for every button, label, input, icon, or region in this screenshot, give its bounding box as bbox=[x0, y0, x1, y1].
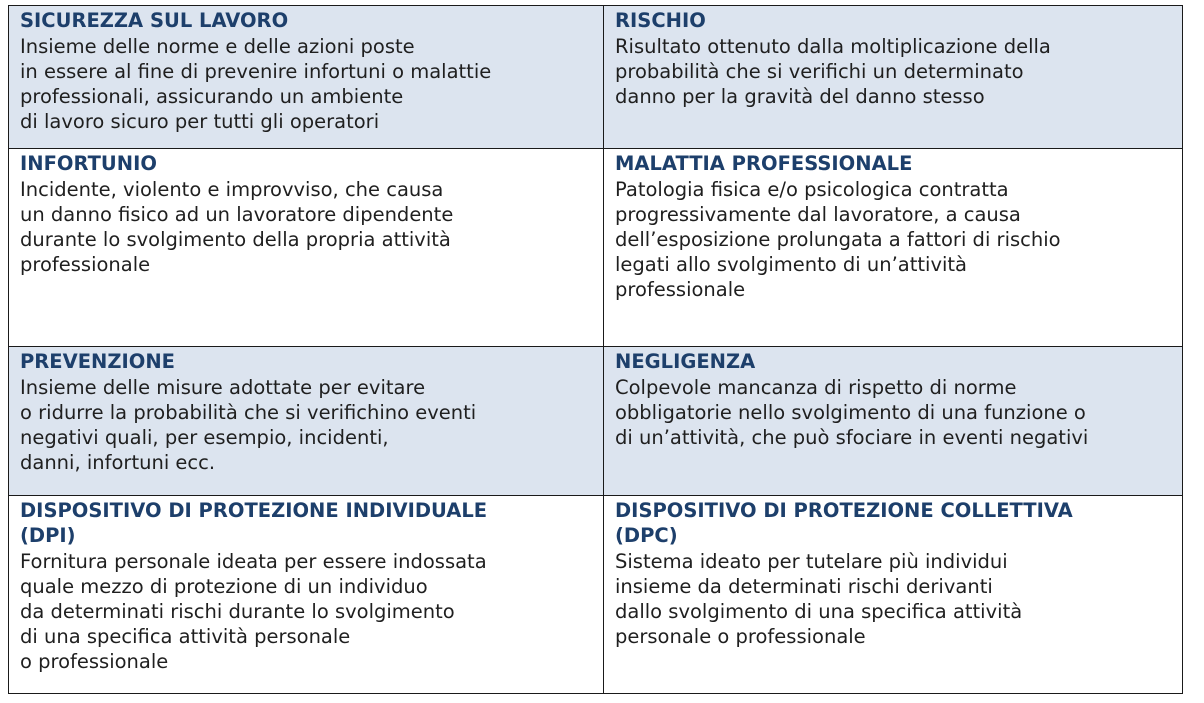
table-row bbox=[9, 496, 1183, 694]
term-definition: Incidente, violento e improvviso, che causa un danno fisico ad un lavoratore dipendente durante lo svolgimento della propria attività professionale bbox=[20, 178, 454, 276]
glossary-cell-sicurezza-sul-lavoro bbox=[9, 6, 604, 149]
table-row bbox=[9, 149, 1183, 347]
term-definition: Colpevole mancanza di rispetto di norme obbligatorie nello svolgimento di una funzione o di un’attività, che può sfociare in eventi negativi bbox=[615, 376, 1089, 449]
term-definition: Insieme delle misure adottate per evitare o ridurre la probabilità che si verifichino eventi negativi quali, per esempio, incidenti, danni, infortuni ecc. bbox=[20, 376, 477, 474]
glossary-cell-malattia-professionale bbox=[604, 149, 1183, 347]
table-row bbox=[9, 347, 1183, 496]
glossary-cell-dpc bbox=[604, 496, 1183, 694]
glossary-cell-rischio bbox=[604, 6, 1183, 149]
term-definition: Risultato ottenuto dalla moltiplicazione della probabilità che si verifichi un determinato danno per la gravità del danno stesso bbox=[615, 35, 1051, 108]
glossary-cell-prevenzione bbox=[9, 347, 604, 496]
term-definition: Fornitura personale ideata per essere indossata quale mezzo di protezione di un individuo da determinati rischi durante lo svolgimento di una specifica attività personale o professionale bbox=[20, 550, 487, 673]
term-title: PREVENZIONE bbox=[20, 350, 175, 373]
term-title: RISCHIO bbox=[615, 9, 706, 32]
term-title: SICUREZZA SUL LAVORO bbox=[20, 9, 289, 32]
term-definition: Sistema ideato per tutelare più individui insieme da determinati rischi derivanti dallo svolgimento di una specifica attività personale o professionale bbox=[615, 550, 1023, 648]
term-title: NEGLIGENZA bbox=[615, 350, 756, 373]
term-title: DISPOSITIVO DI PROTEZIONE INDIVIDUALE (DPI) bbox=[20, 499, 488, 547]
glossary-cell-dpi bbox=[9, 496, 604, 694]
term-definition: Patologia fisica e/o psicologica contratta progressivamente dal lavoratore, a causa dell’esposizione prolungata a fattori di rischio legati allo svolgimento di un’attività professionale bbox=[615, 178, 1061, 301]
term-title: MALATTIA PROFESSIONALE bbox=[615, 152, 913, 175]
glossary-cell-negligenza bbox=[604, 347, 1183, 496]
glossary-cell-infortunio bbox=[9, 149, 604, 347]
term-title: INFORTUNIO bbox=[20, 152, 157, 175]
table-row bbox=[9, 6, 1183, 149]
term-title: DISPOSITIVO DI PROTEZIONE COLLETTIVA (DPC) bbox=[615, 499, 1073, 547]
glossary-table bbox=[8, 5, 1183, 694]
term-definition: Insieme delle norme e delle azioni poste in essere al fine di prevenire infortuni o malattie professionali, assicurando un ambiente di lavoro sicuro per tutti gli operatori bbox=[20, 35, 492, 133]
